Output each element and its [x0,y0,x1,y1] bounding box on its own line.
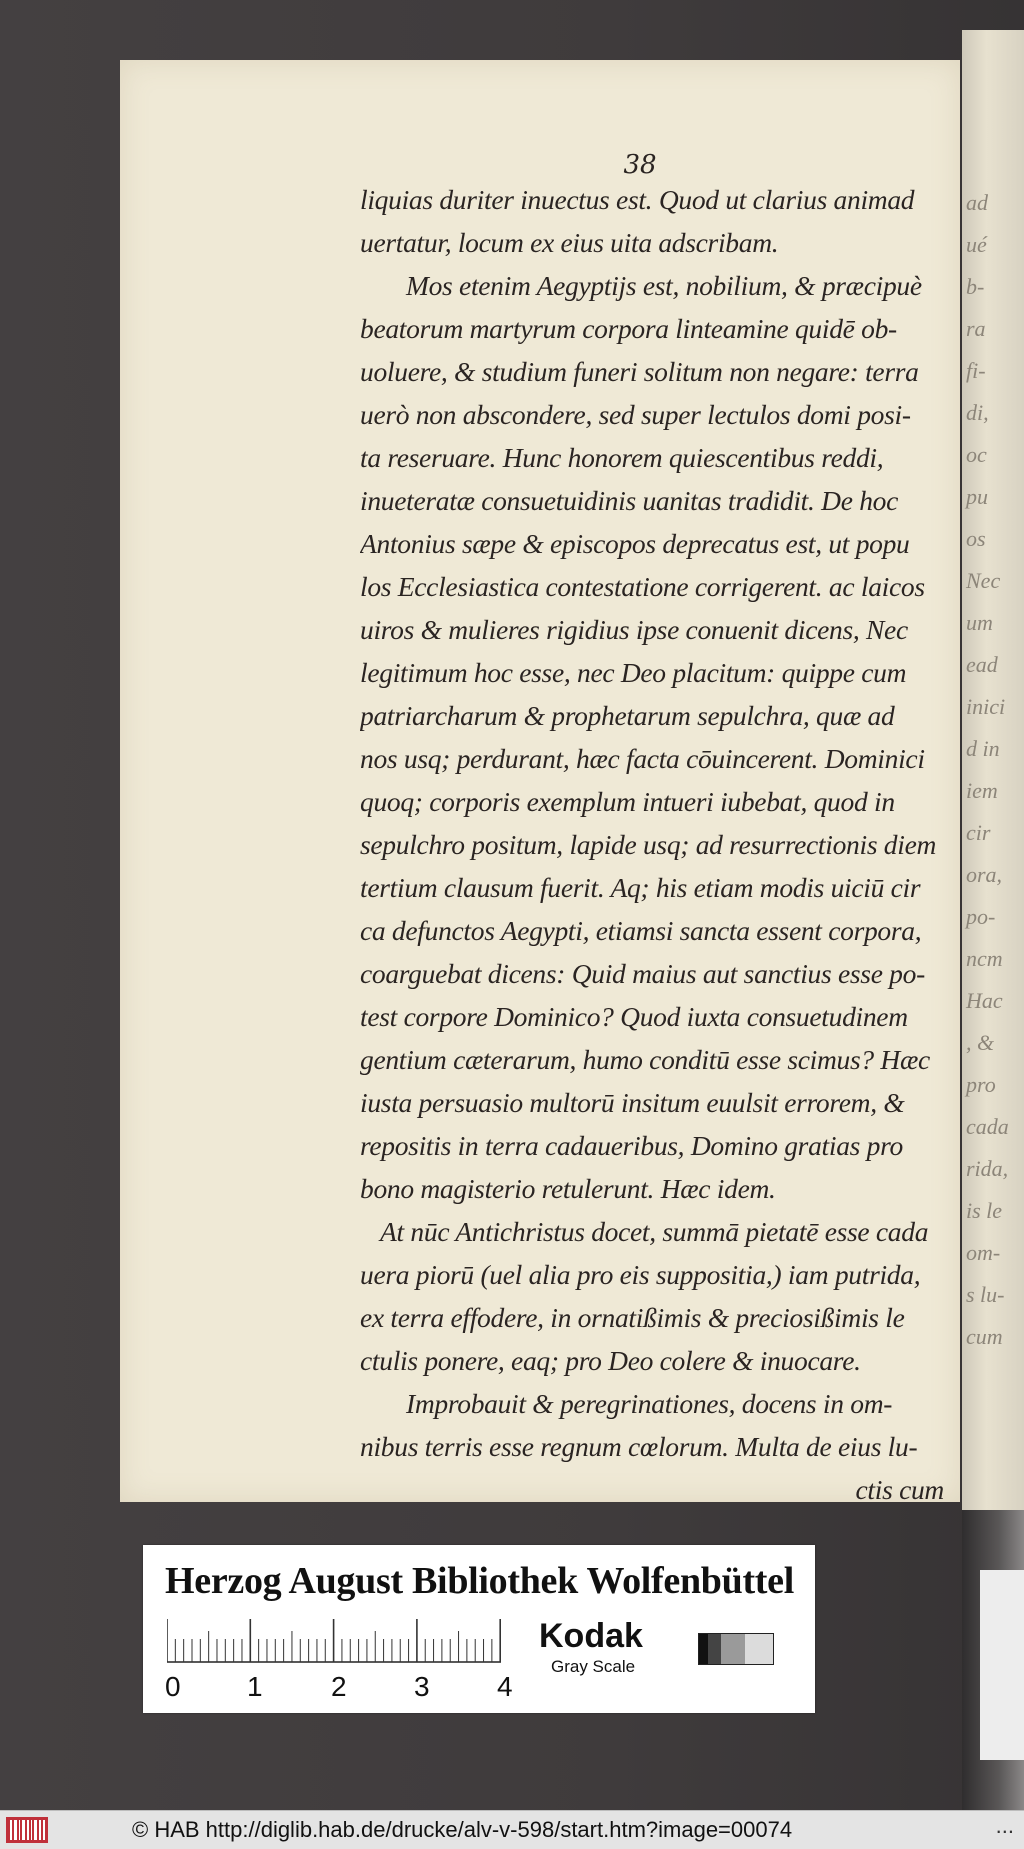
neighbor-text-fragment: d in [966,736,1000,761]
neighbor-text-fragment: um [966,610,993,635]
text-line: beatorum martyrum corpora linteamine quidē ob- [360,313,897,344]
text-line: uiros & mulieres rigidius ipse conuenit dicens, Nec [360,614,908,645]
neighbor-text-fragment: s lu- [966,1282,1005,1307]
neighbor-text-fragment: rida, [966,1156,1009,1181]
text-line: test corpore Dominico? Quod iuxta consuetudinem [360,1001,908,1032]
neighbor-text-fragment: inici [966,694,1006,719]
text-line: iusta persuasio multorū insitum euulsit errorem, & [360,1087,905,1118]
ruler-label-3: 3 [414,1671,430,1702]
text-line: coarguebat dicens: Quid maius aut sanctius esse po- [360,958,925,989]
text-line: repositis in terra cadaueribus, Domino gratias pro [360,1130,903,1161]
ruler-label-0: 0 [165,1671,181,1702]
text-line: Antonius sæpe & episcopos deprecatus est, ut popu [360,528,910,559]
neighbor-text-fragment: b- [966,274,985,299]
text-line: At nūc Antichristus docet, summā pietatē esse cada [380,1216,929,1247]
gray-scale-label: Gray Scale [551,1657,636,1676]
page-text-block [360,178,944,1511]
text-line: quoq; corporis exemplum intueri iubebat, quod in [360,786,895,817]
text-line: Mos etenim Aegyptijs est, nobilium, & præcipuè [406,270,922,301]
text-line: inueteratæ consuetuidinis uanitas tradidit. De hoc [360,485,899,516]
text-line: bono magisterio retulerunt. Hæc idem. [360,1173,776,1204]
text-line: ctulis ponere, eaq; pro Deo colere & inuocare. [360,1345,861,1376]
ruler-ticks [167,1619,507,1663]
neighbor-text-fragment: cada [966,1114,1009,1139]
neighbor-text-fragment: cir [966,820,991,845]
text-line: nos usq; perdurant, hæc facta cōuincerent. Dominici [360,743,925,774]
neighbor-text-fragment: iem [966,778,998,803]
neighbor-text-fragment: po- [966,904,996,929]
text-line: patriarcharum & prophetarum sepulchra, quæ ad [360,700,895,731]
neighbor-text-fragment: , & [966,1030,995,1055]
scale-ruler [167,1619,507,1663]
neighbor-text-fragment: Nec [966,568,1001,593]
text-line: uoluere, & studium funeri solitum non negare: terra [360,356,919,387]
text-line: los Ecclesiastica contestatione corrigerent. ac laicos [360,571,925,602]
ruler-labels [165,1671,525,1701]
text-line: Improbauit & peregrinationes, docens in om- [406,1388,893,1419]
text-line: ctis cum [855,1474,944,1505]
neighbor-text-fragment: ué [966,232,987,257]
neighbor-text-fragment: pu [966,484,988,509]
text-line: uertatur, locum ex eius uita adscribam. [360,227,779,258]
neighbor-text-fragment: cum [966,1324,1003,1349]
neighbor-text-fragment: os [966,526,986,551]
neighbor-text-fragment: ncm [966,946,1003,971]
neighbor-text-fragment: fi- [966,358,986,383]
neighbor-text-fragment: om- [966,1240,1001,1265]
ruler-label-1: 1 [247,1671,263,1702]
text-line: ca defunctos Aegypti, etiamsi sancta essent corpora, [360,915,922,946]
copyright-url[interactable]: © HAB http://diglib.hab.de/drucke/alv-v-598/start.htm?image=00074 [132,1817,793,1842]
neighbor-page-strip [962,30,1024,1510]
text-line: tertium clausum fuerit. Aq; his etiam modis uiciū cir [360,872,921,903]
color-calibration-card [143,1545,815,1713]
neighbor-text-fragment: is le [966,1198,1003,1223]
neighbor-text-fragment: Hac [966,988,1003,1013]
neighbor-text-fragment: di, [966,400,989,425]
ruler-label-2: 2 [331,1671,347,1702]
library-name: Herzog August Bibliothek Wolfenbüttel [165,1560,794,1602]
neighbor-text-fragment: ora, [966,862,1003,887]
neighbor-text-fragment: pro [966,1072,996,1097]
neighbor-text-fragment: oc [966,442,987,467]
page-number: 38 [623,150,657,180]
text-line: uera piorū (uel alia pro eis suppositia,) iam putrida, [360,1259,921,1290]
text-line: sepulchro positum, lapide usq; ad resurrectionis diem [360,829,937,860]
kodak-logo-text: Kodak [539,1617,643,1655]
text-line: uerò non abscondere, sed super lectulos domi posi- [360,399,911,430]
ruler-label-4: 4 [497,1671,513,1702]
viewer-footer [0,1810,1024,1849]
barcode-icon [6,1817,48,1843]
neighbor-text-fragment: ra [966,316,986,341]
neighbor-text-fragment: ead [966,652,998,677]
text-line: legitimum hoc esse, nec Deo placitum: quippe cum [360,657,907,688]
text-line: ex terra effodere, in ornatißimis & preciosißimis le [360,1302,905,1333]
more-icon[interactable]: ... [995,1813,1014,1838]
neighbor-color-card [980,1570,1024,1760]
text-line: liquias duriter inuectus est. Quod ut clarius animad [360,184,915,215]
gray-scale-patch [698,1633,774,1665]
neighbor-text-fragment: ad [966,190,988,215]
text-line: nibus terris esse regnum cœlorum. Multa de eius lu- [360,1431,918,1462]
text-line: gentium cæterarum, humo conditū esse scimus? Hæc [360,1044,930,1075]
text-line: ta reseruare. Hunc honorem quiescentibus reddi, [360,442,884,473]
